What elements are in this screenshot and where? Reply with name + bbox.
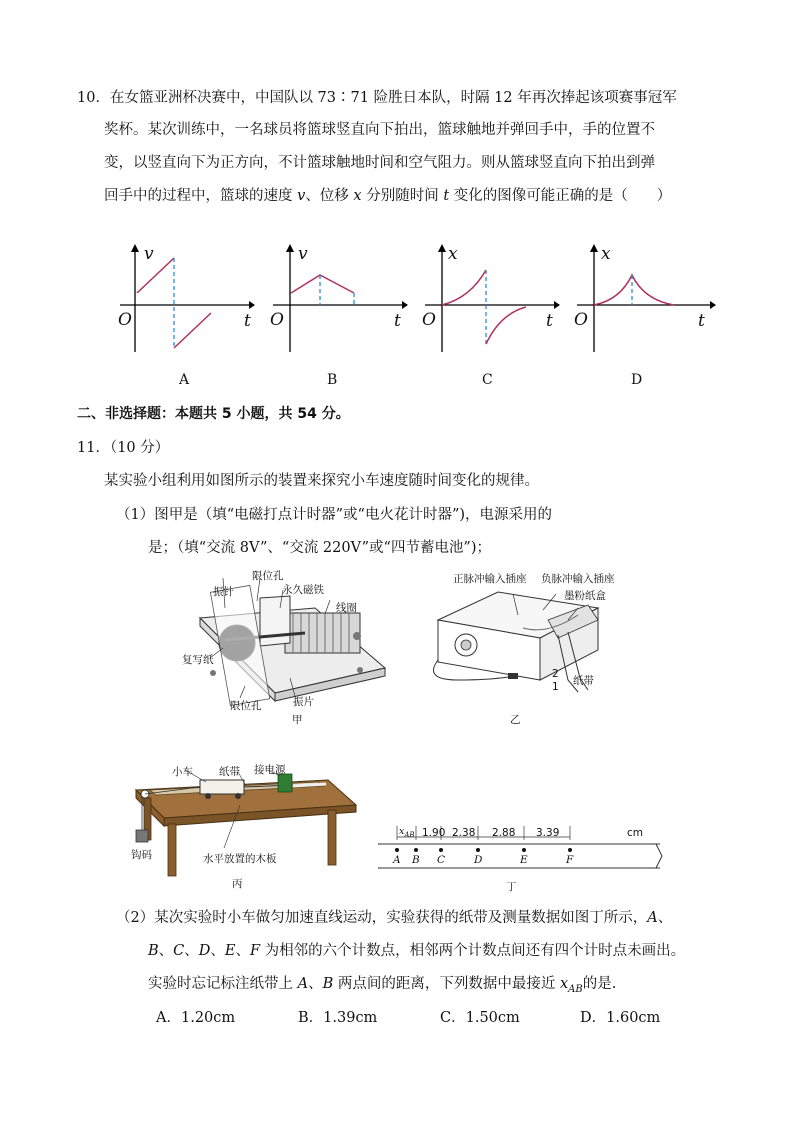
graph-b-option: B bbox=[327, 372, 338, 388]
graph-d-option: D bbox=[631, 372, 643, 388]
jia-label-zhenpian: 振片 bbox=[293, 696, 314, 708]
yi-label-zheng: 正脉冲输入插座 bbox=[453, 573, 527, 585]
q11-p2-line1: （2）某次实验时小车做匀加速直线运动，实验获得的纸带及测量数据如图丁所示，A、 bbox=[116, 910, 673, 926]
q11-option-d[interactable]: D．1.60cm bbox=[580, 1010, 661, 1026]
jia-label-citie: 永久磁铁 bbox=[282, 584, 324, 596]
q11-option-a[interactable]: A．1.20cm bbox=[156, 1010, 236, 1026]
q11-p1-line1: （1）图甲是（填“电磁打点计时器”或“电火花计时器”)，电源采用的 bbox=[116, 507, 553, 523]
yi-label-mofen: 墨粉纸盒 bbox=[564, 590, 606, 602]
section2-title: 二、非选择题：本题共 5 小题，共 54 分。 bbox=[77, 406, 350, 422]
ding-point-a: A bbox=[393, 854, 401, 866]
yi-label-fu: 负脉冲输入插座 bbox=[541, 573, 615, 585]
yi-caption: 乙 bbox=[510, 714, 521, 726]
fig-jia-timer bbox=[165, 568, 390, 718]
ding-seg-3: 2.88 bbox=[492, 827, 516, 839]
curve-c1 bbox=[442, 270, 486, 305]
ding-seg-2: 2.38 bbox=[452, 827, 476, 839]
graph-a-option: A bbox=[179, 372, 190, 388]
q11-intro: 某实验小组利用如图所示的装置来探究小车速度随时间变化的规律。 bbox=[104, 473, 539, 489]
jia-label-xianweikong-top: 限位孔 bbox=[252, 570, 284, 582]
graph-c-origin: O bbox=[422, 310, 436, 330]
jia-label-xianweikong-bottom: 限位孔 bbox=[230, 700, 262, 712]
graph-a-origin: O bbox=[118, 310, 132, 330]
ding-unit: cm bbox=[627, 827, 644, 839]
ding-point-e: E bbox=[520, 854, 528, 866]
graph-c-option: C bbox=[482, 372, 493, 388]
q10-line3: 变，以竖直向下为正方向，不计篮球触地时间和空气阻力。则从篮球竖直向下拍出到弹 bbox=[104, 155, 655, 171]
ding-seg-1: 1.90 bbox=[422, 827, 446, 839]
graph-d-xlabel: t bbox=[698, 311, 705, 331]
q11-option-b[interactable]: B．1.39cm bbox=[298, 1010, 378, 1026]
q11-p2-line3: 实验时忘记标注纸带上 A、B 两点间的距离，下列数据中最接近 $x_{AB}$的是. bbox=[148, 976, 617, 995]
q11-p1-line2: 是；（填“交流 8V”、“交流 220V”或“四节蓄电池”)； bbox=[148, 540, 492, 556]
curve-c2 bbox=[486, 307, 526, 344]
ding-xab: $x_{AB}$ bbox=[399, 826, 415, 839]
curve-a1 bbox=[137, 258, 174, 293]
q10-line1: 10．在女篮亚洲杯决赛中，中国队以 73∶71 险胜日本队，时隔 12 年再次捧起该项赛事冠军 bbox=[77, 90, 677, 106]
graph-a-ylabel: v bbox=[144, 244, 154, 264]
graph-d-ylabel: x bbox=[601, 244, 611, 264]
bing-label-xiaoche: 小车 bbox=[172, 766, 193, 778]
bing-label-zhidai: 纸带 bbox=[219, 766, 240, 778]
bing-label-muban: 水平放置的木板 bbox=[203, 853, 277, 865]
bing-label-jiedianyuan: 接电源 bbox=[254, 764, 286, 776]
graph-b bbox=[268, 240, 408, 355]
yi-label-zhidai: 纸带 bbox=[573, 675, 594, 687]
q11-header: 11．（10 分） bbox=[77, 440, 170, 456]
graph-b-origin: O bbox=[270, 310, 284, 330]
ding-point-b: B bbox=[412, 854, 420, 866]
graph-a bbox=[115, 240, 255, 355]
graph-c bbox=[420, 240, 560, 355]
ding-point-c: C bbox=[437, 854, 446, 866]
ding-point-d: D bbox=[474, 854, 483, 866]
bing-caption: 丙 bbox=[232, 878, 243, 890]
graph-d bbox=[572, 240, 717, 355]
curve-a2 bbox=[174, 313, 211, 348]
bing-label-gouma: 钩码 bbox=[131, 849, 152, 861]
graph-b-ylabel: v bbox=[298, 244, 308, 264]
q11-p2-line2: B、C、D、E、F 为相邻的六个计数点，相邻两个计数点间还有四个计时点未画出。 bbox=[148, 943, 686, 959]
q10-line4: 回手中的过程中，篮球的速度 v、位移 x 分别随时间 t 变化的图像可能正确的是（ ） bbox=[104, 188, 672, 204]
graph-c-ylabel: x bbox=[448, 244, 458, 264]
yi-label-n2: 2 bbox=[552, 668, 559, 680]
graph-a-xlabel: t bbox=[244, 311, 251, 331]
jia-label-xianquan: 线圈 bbox=[336, 602, 357, 614]
yi-label-n1: 1 bbox=[552, 681, 559, 693]
curve-d bbox=[594, 275, 674, 305]
ding-seg-4: 3.39 bbox=[536, 827, 560, 839]
q10-line2: 奖杯。某次训练中，一名球员将篮球竖直向下拍出，篮球触地并弹回手中，手的位置不 bbox=[104, 122, 655, 138]
q11-option-c[interactable]: C．1.50cm bbox=[440, 1010, 520, 1026]
ding-caption: 丁 bbox=[506, 881, 517, 893]
q10-number: 10． bbox=[77, 90, 110, 106]
jia-caption: 甲 bbox=[292, 714, 303, 726]
jia-label-fuxiezhi: 复写纸 bbox=[182, 654, 214, 666]
jia-label-zhenzhen: 振针 bbox=[213, 586, 234, 598]
ding-point-f: F bbox=[566, 854, 574, 866]
curve-b bbox=[291, 275, 354, 293]
graph-d-origin: O bbox=[574, 310, 588, 330]
graph-c-xlabel: t bbox=[546, 311, 553, 331]
graph-b-xlabel: t bbox=[394, 311, 401, 331]
